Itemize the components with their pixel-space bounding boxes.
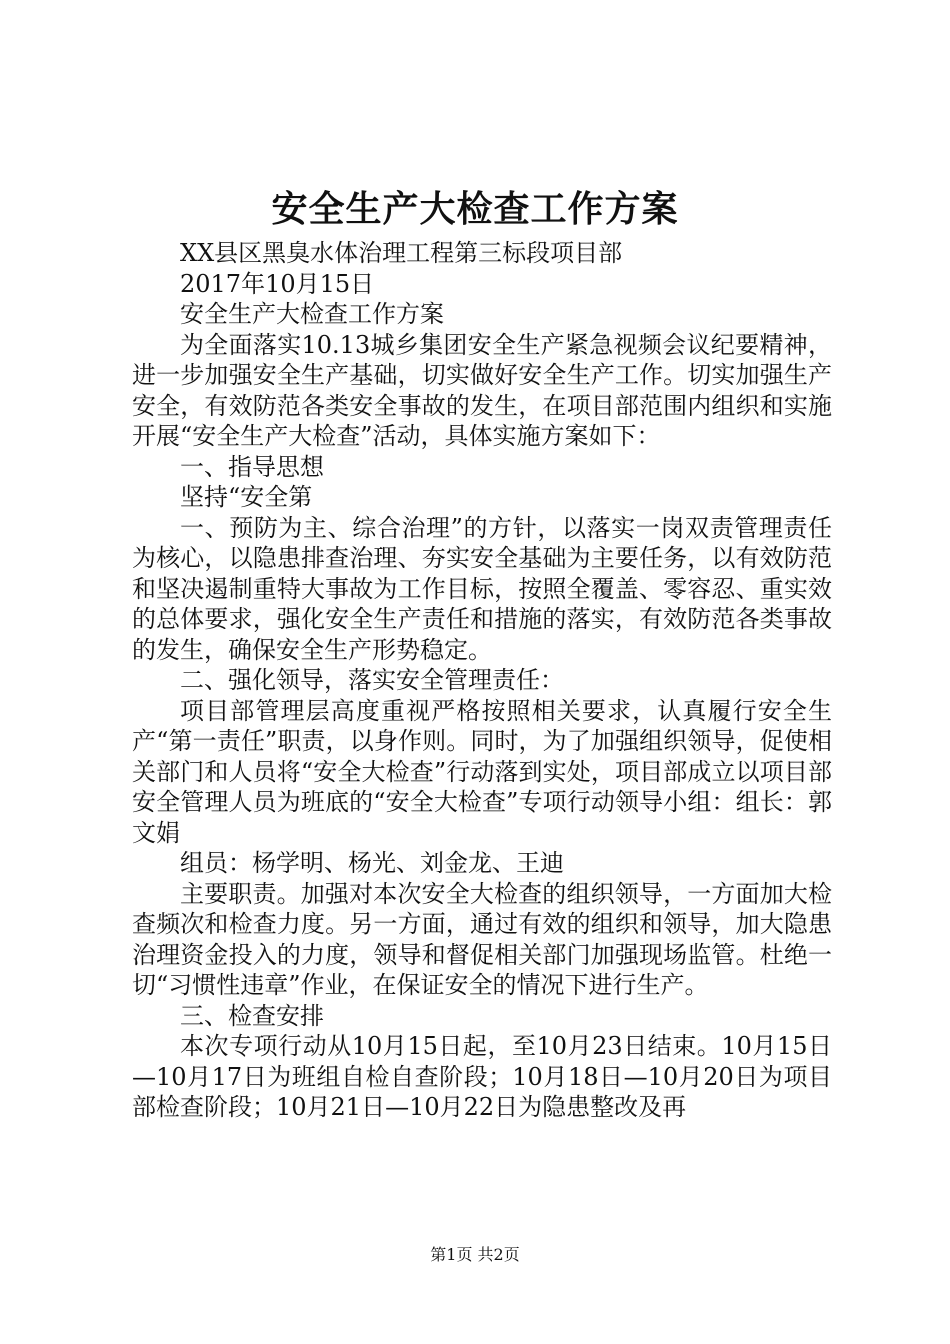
document-title: 安全生产大检查工作方案 <box>271 188 679 230</box>
paragraph-members: 组员：杨学明、杨光、刘金龙、王迪 <box>180 849 564 877</box>
section-heading-inspection: 三、检查安排 <box>180 1001 324 1030</box>
section-heading-leadership: 二、强化领导，落实安全管理责任： <box>180 666 564 694</box>
paragraph-policy: 一、预防为主、综合治理”的方针，以落实一岗双责管理责任为核心，以隐患排查治理、夯实安全基础为主要任务，以有效防范和坚决遏制重特大事故为工作目标，按照全覆盖、零容忍、重实效的总体要求，强化安全生产责任和措施的落实，有效防范各类事故的发生，确保安全生产形势稳定。 <box>132 513 832 664</box>
paragraph-duties: 主要职责。加强对本次安全大检查的组织领导，一方面加大检查频次和检查力度。另一方面，通过有效的组织和领导，加大隐患治理资金投入的力度，领导和督促相关部门加强现场监管。杜绝一切“习惯性违章”作业，在保证安全的情况下进行生产。 <box>132 879 832 999</box>
paragraph-project-department: XX县区黑臭水体治理工程第三标段项目部 <box>180 239 623 267</box>
paragraph-leadership: 项目部管理层高度重视严格按照相关要求，认真履行安全生产“第一责任”职责，以身作则。同时，为了加强组织领导，促使相关部门和人员将“安全大检查”行动落到实处，项目部成立以项目部安全管理人员为班底的“安全大检查”专项行动领导小组：组长：郭文娟 <box>132 696 832 847</box>
paragraph-date: 2017年10月15日 <box>180 269 375 298</box>
paragraph-adhere: 坚持“安全第 <box>180 483 313 511</box>
document-body <box>132 238 832 1123</box>
paragraph-intro: 为全面落实10.13城乡集团安全生产紧急视频会议纪要精神，进一步加强安全生产基础，切实做好安全生产工作。切实加强生产安全，有效防范各类安全事故的发生，在项目部范围内组织和实施开展“安全生产大检查”活动，具体实施方案如下： <box>132 330 832 450</box>
paragraph-schedule: 本次专项行动从10月15日起，至10月23日结束。10月15日—10月17日为班组自检自查阶段；10月18日—10月20日为项目部检查阶段；10月21日—10月22日为隐患整改及再 <box>132 1032 832 1121</box>
section-heading-guiding-idea: 一、指导思想 <box>180 452 324 481</box>
paragraph-subtitle: 安全生产大检查工作方案 <box>180 300 444 328</box>
page-number-footer: 第1页 共2页 <box>430 1245 520 1264</box>
